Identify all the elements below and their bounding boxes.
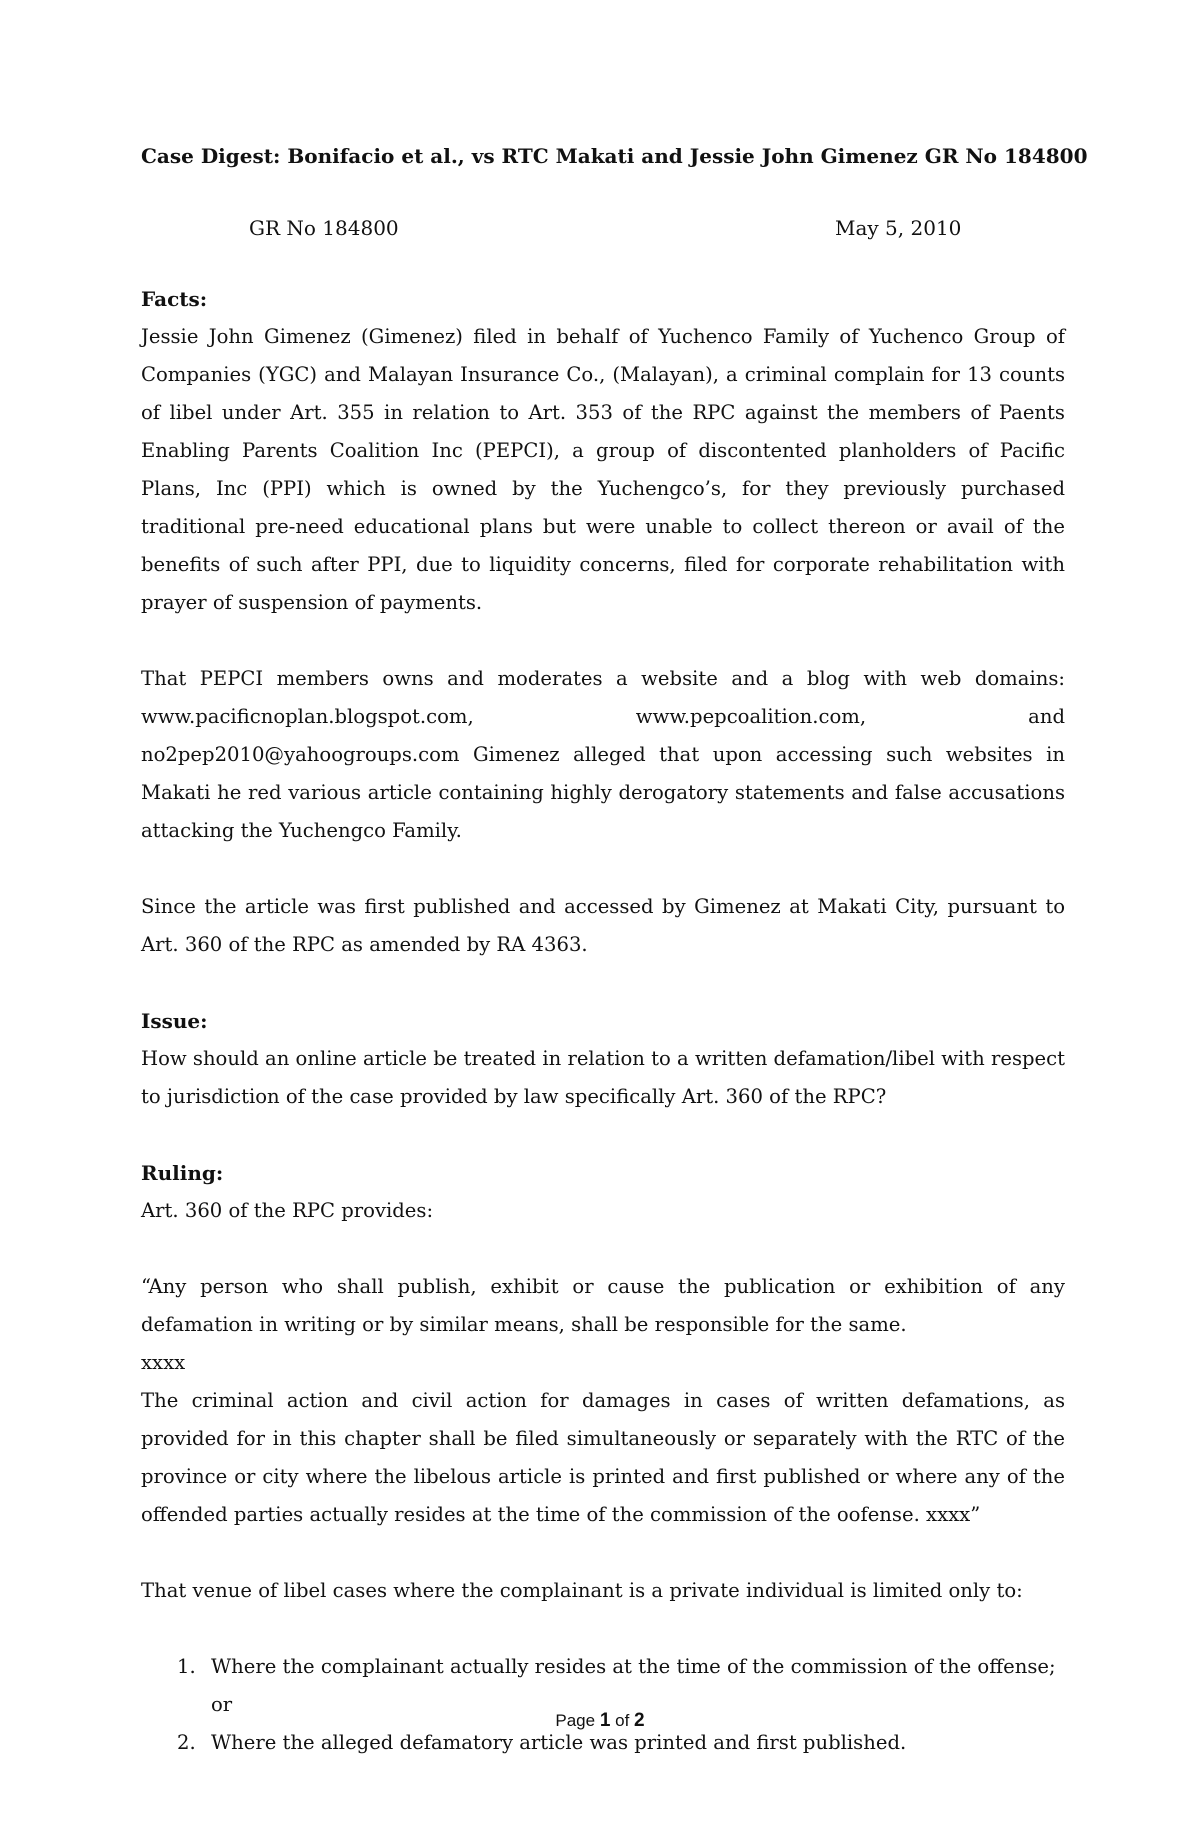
page-footer bbox=[0, 1710, 1200, 1732]
case-info-row bbox=[141, 214, 1065, 242]
facts-paragraph-2: That PEPCI members owns and moderates a website and a blog with web domains: www.pacificnoplan.blogspot.com, www.pepcoalition.com, and no2pep2010@yahoogroups.com Gimenez alleged that upon accessing such websites in Makati he red various article containing highly derogatory statements and false accusations attacking the Yuchengco Family. bbox=[141, 667, 1065, 842]
spacer bbox=[141, 1230, 1065, 1268]
list-item-number: 2. bbox=[177, 1731, 196, 1754]
issue-heading: Issue: bbox=[141, 1009, 208, 1033]
document-title: Case Digest: Bonifacio et al., vs RTC Makati and Jessie John Gimenez GR No 184800 bbox=[141, 144, 1088, 168]
footer-current-page: 1 bbox=[599, 1710, 611, 1731]
ruling-heading: Ruling: bbox=[141, 1161, 224, 1185]
list-item-number: 1. bbox=[177, 1655, 196, 1678]
ruling-ellipsis: xxxx bbox=[141, 1351, 186, 1374]
facts-paragraph-1: Jessie John Gimenez (Gimenez) filed in behalf of Yuchenco Family of Yuchenco Group of Companies (YGC) and Malayan Insurance Co., (Malayan), a criminal complain for 13 counts of libel under Art. 355 in relation to Art. 353 of the RPC against the members of Paents Enabling Parents Coalition Inc (PEPCI), a group of discontented planholders of Pacific Plans, Inc (PPI) which is owned by the Yuchengco’s, for they previously purchased traditional pre-need educational plans but were unable to collect thereon or avail of the benefits of such after PPI, due to liquidity concerns, filed for corporate rehabilitation with prayer of suspension of payments. bbox=[141, 325, 1065, 614]
ruling-quote-1: “Any person who shall publish, exhibit or cause the publication or exhibition of any defamation in writing or by similar means, shall be responsible for the same. bbox=[141, 1275, 1065, 1336]
spacer bbox=[141, 850, 1065, 888]
ruling-quote-2: The criminal action and civil action for damages in cases of written defamations, as provided for in this chapter shall be filed simultaneously or separately with the RTC of the province or city where the libelous article is printed and first published or where any of the offended parties actually resides at the time of the commission of the oofense. xxxx” bbox=[141, 1389, 1065, 1526]
spacer bbox=[141, 1534, 1065, 1572]
spacer bbox=[141, 1610, 1065, 1648]
spacer bbox=[141, 242, 1065, 280]
venue-intro: That venue of libel cases where the complainant is a private individual is limited only to: bbox=[141, 1579, 1023, 1602]
document-body bbox=[141, 142, 1088, 1762]
facts-heading: Facts: bbox=[141, 287, 208, 311]
spacer bbox=[141, 964, 1065, 1002]
gr-number: GR No 184800 bbox=[249, 216, 399, 240]
venue-list bbox=[141, 1648, 1065, 1762]
list-item-text: Where the complainant actually resides at the time of the commission of the offense; or bbox=[211, 1655, 1056, 1716]
issue-paragraph: How should an online article be treated in relation to a written defamation/libel with respect to jurisdiction of the case provided by law specifically Art. 360 of the RPC? bbox=[141, 1047, 1065, 1108]
footer-total-pages: 2 bbox=[634, 1710, 645, 1731]
list-item-text: Where the alleged defamatory article was printed and first published. bbox=[211, 1731, 907, 1754]
case-date: May 5, 2010 bbox=[835, 216, 962, 240]
footer-of-word: of bbox=[615, 1711, 630, 1730]
spacer bbox=[141, 1116, 1065, 1154]
facts-paragraph-3: Since the article was first published and accessed by Gimenez at Makati City, pursuant to Art. 360 of the RPC as amended by RA 4363. bbox=[141, 895, 1065, 956]
footer-page-word: Page bbox=[555, 1711, 596, 1730]
spacer bbox=[141, 622, 1065, 660]
ruling-intro: Art. 360 of the RPC provides: bbox=[141, 1199, 434, 1222]
